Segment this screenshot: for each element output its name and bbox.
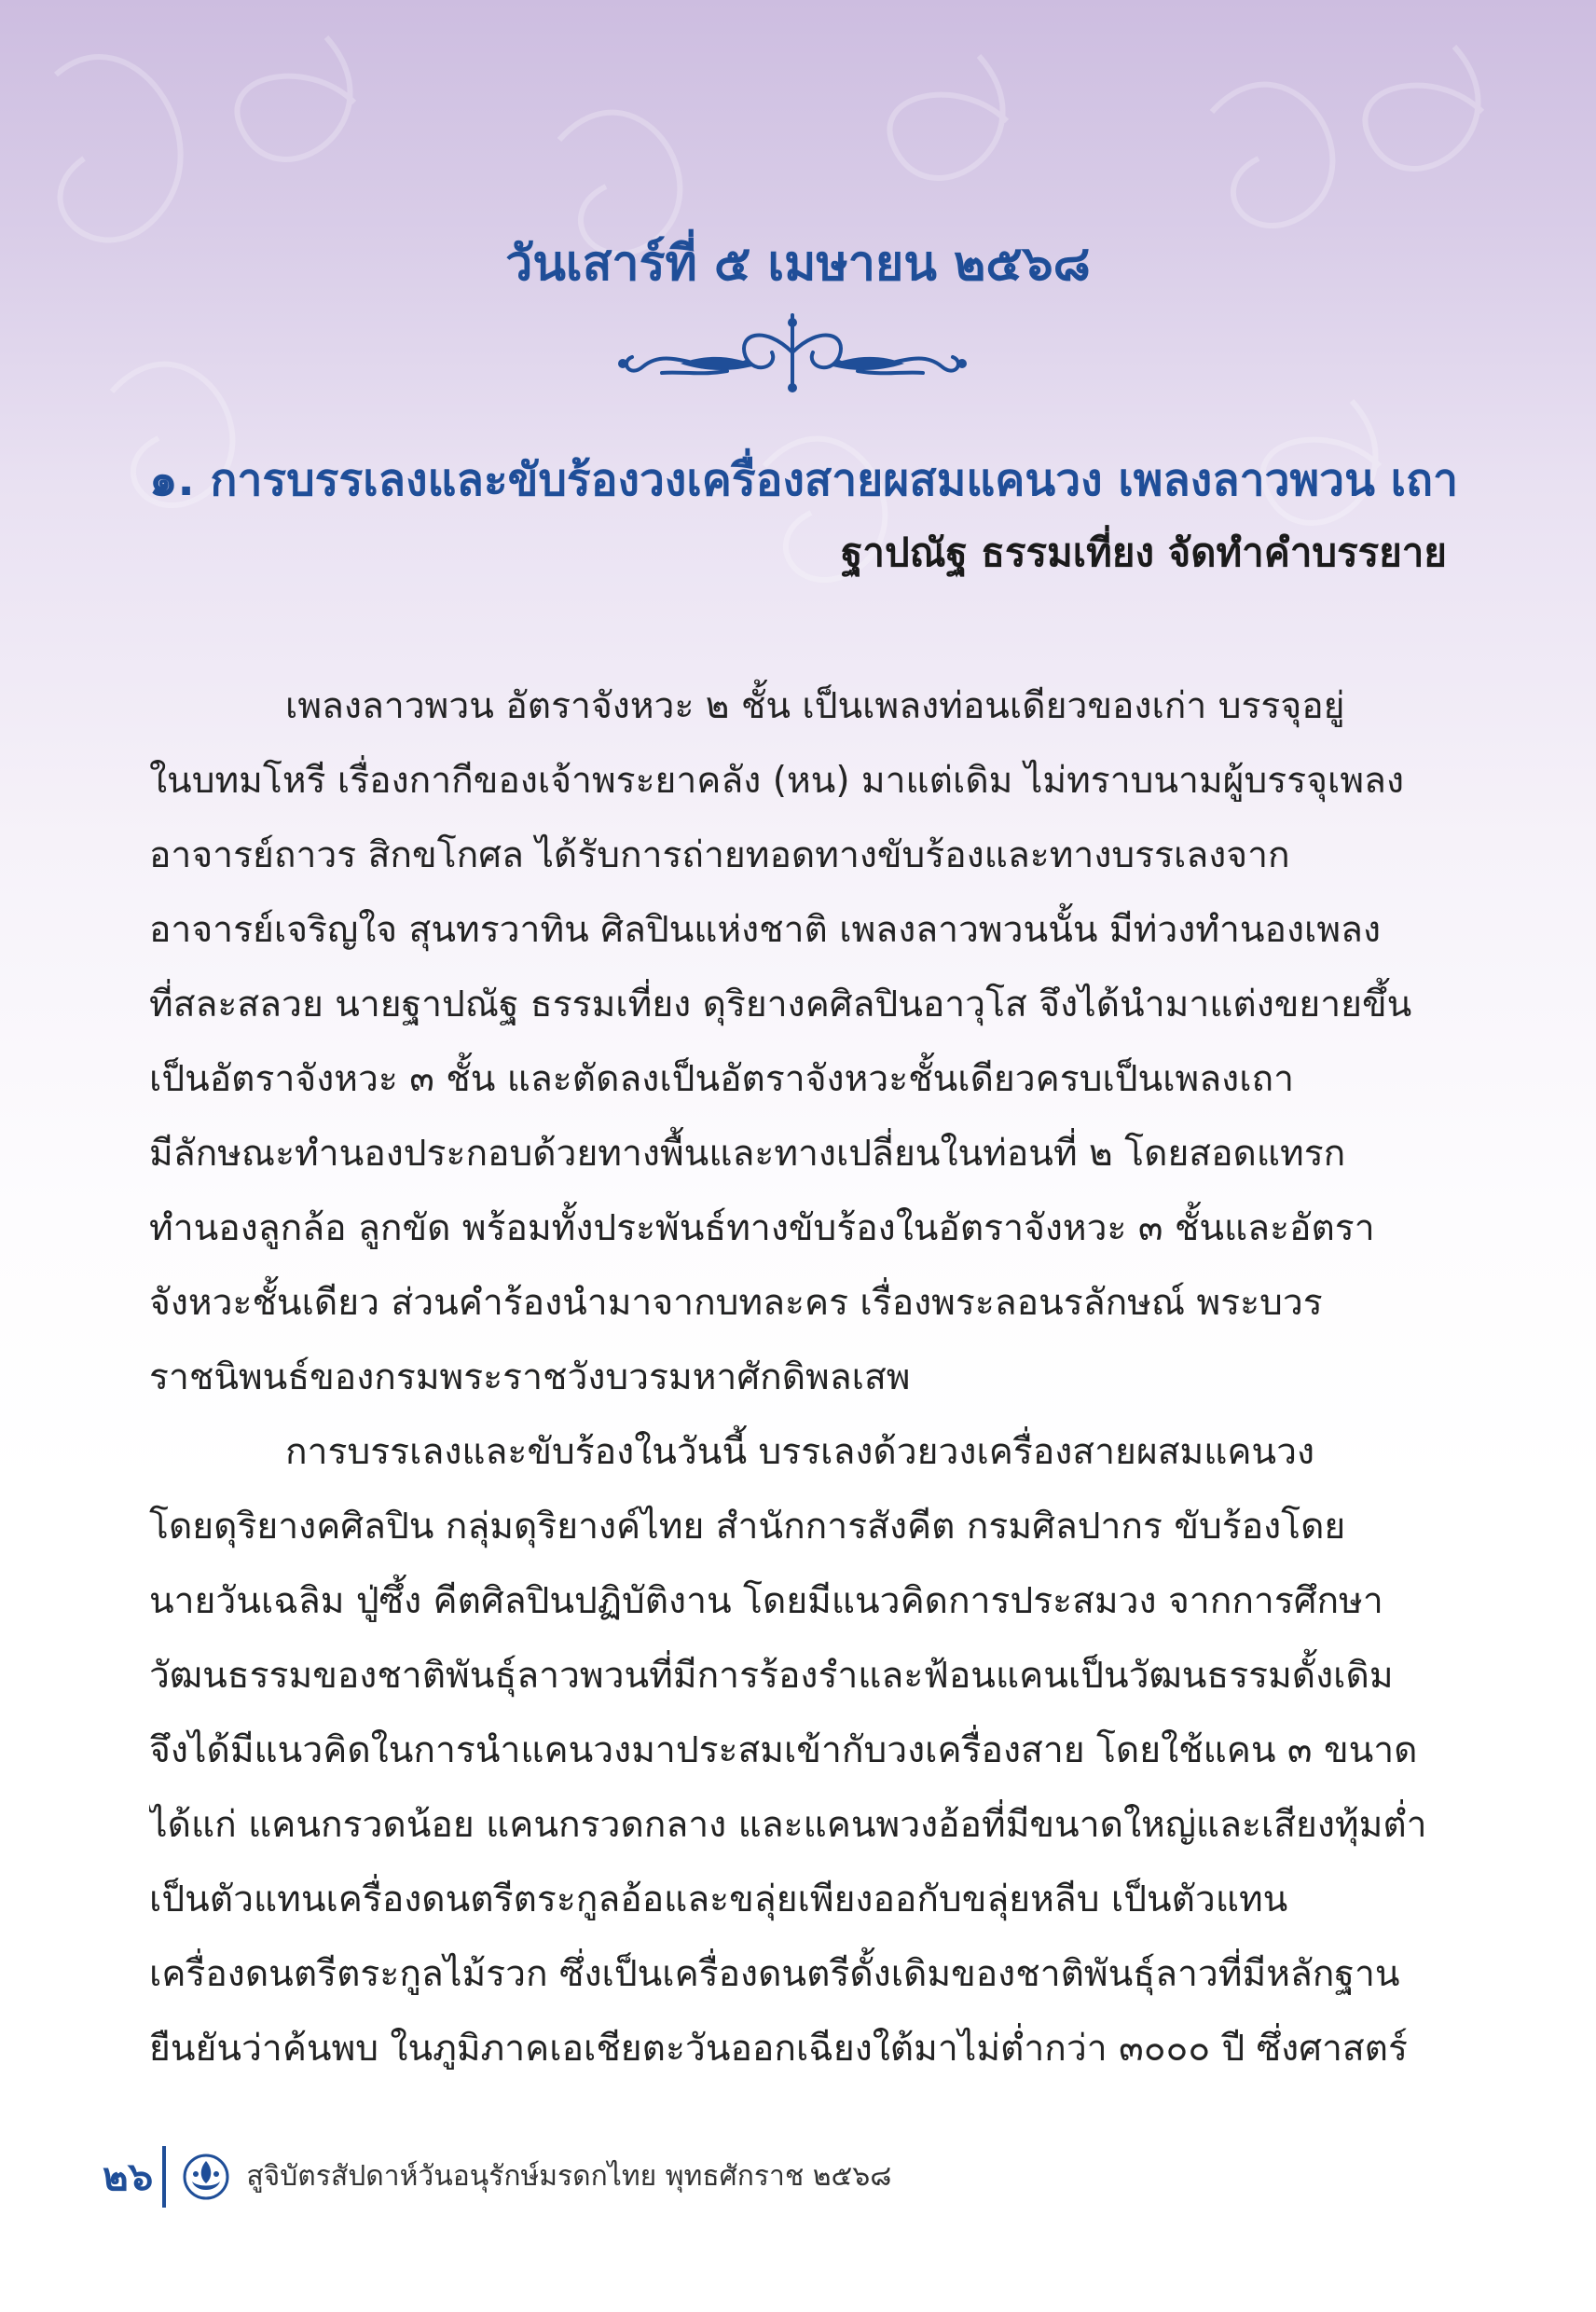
paragraph-line: ทำนองลูกล้อ ลูกขัด พร้อมทั้งประพันธ์ทางขับร้องในอัตราจังหวะ ๓ ชั้นและอัตรา — [149, 1207, 1375, 1249]
author-credit: ฐาปณัฐ ธรรมเที่ยง จัดทำคำบรรยาย — [841, 530, 1447, 575]
paragraph-line: อาจารย์เจริญใจ สุนทรวาทิน ศิลปินแห่งชาติ เพลงลาวพวนนั้น มีท่วงทำนองเพลง — [149, 909, 1381, 951]
paragraph-line: ได้แก่ แคนกรวดน้อย แคนกรวดกลาง และแคนพวงอ้อที่มีขนาดใหญ่และเสียงทุ้มต่ำ — [149, 1804, 1427, 1846]
footer-divider — [162, 2146, 166, 2208]
page-footer — [103, 2144, 891, 2209]
paragraph-line: วัฒนธรรมของชาติพันธุ์ลาวพวนที่มีการร้องรำและฟ้อนแคนเป็นวัฒนธรรมดั้งเดิม — [149, 1655, 1394, 1697]
paragraph-line: การบรรเลงและขับร้องในวันนี้ บรรเลงด้วยวงเครื่องสายผสมแคนวง — [285, 1431, 1315, 1473]
date-heading: วันเสาร์ที่ ๕ เมษายน ๒๕๖๘ — [505, 236, 1091, 292]
scroll-ornament — [606, 306, 979, 399]
paragraph-line: โดยดุริยางคศิลปิน กลุ่มดุริยางค์ไทย สำนักการสังคีต กรมศิลปากร ขับร้องโดย — [149, 1506, 1346, 1548]
paragraph-line: อาจารย์ถาวร สิกขโกศล ได้รับการถ่ายทอดทางขับร้องและทางบรรเลงจาก — [149, 834, 1290, 876]
paragraph-line: ยืนยันว่าค้นพบ ในภูมิภาคเอเชียตะวันออกเฉียงใต้มาไม่ต่ำกว่า ๓๐๐๐ ปี ซึ่งศาสตร์ — [149, 2028, 1408, 2070]
body-text — [149, 669, 1450, 2086]
publication-title: สูจิบัตรสัปดาห์วันอนุรักษ์มรดกไทย พุทธศักราช ๒๕๖๘ — [246, 2160, 892, 2193]
paragraph-line: นายวันเฉลิม ปู่ซึ้ง คีตศิลปินปฏิบัติงาน โดยมีแนวคิดการประสมวง จากการศึกษา — [149, 1580, 1383, 1622]
paragraph-line: เป็นอัตราจังหวะ ๓ ชั้น และตัดลงเป็นอัตราจังหวะชั้นเดียวครบเป็นเพลงเถา — [149, 1058, 1295, 1100]
section-title: ๑. การบรรเลงและขับร้องวงเครื่องสายผสมแคนวง เพลงลาวพวน เถา — [149, 454, 1459, 506]
paragraph-line: เป็นตัวแทนเครื่องดนตรีตระกูลอ้อและขลุ่ยเพียงออกับขลุ่ยหลีบ เป็นตัวแทน — [149, 1878, 1288, 1920]
paragraph-line: เพลงลาวพวน อัตราจังหวะ ๒ ชั้น เป็นเพลงท่อนเดียวของเก่า บรรจุอยู่ — [285, 685, 1345, 727]
paragraph-line: จังหวะชั้นเดียว ส่วนคำร้องนำมาจากบทละคร เรื่องพระลอนรลักษณ์ พระบวร — [149, 1282, 1323, 1324]
paragraph-line: ที่สละสลวย นายฐาปณัฐ ธรรมเที่ยง ดุริยางคศิลปินอาวุโส จึงได้นำมาแต่งขยายขึ้น — [149, 984, 1412, 1025]
paragraph-line: ในบทมโหรี เรื่องกากีของเจ้าพระยาคลัง (หน) มาแต่เดิม ไม่ทราบนามผู้บรรจุเพลง — [149, 760, 1404, 802]
page-number: ๒๖ — [103, 2154, 154, 2199]
paragraph-line: เครื่องดนตรีตระกูลไม้รวก ซึ่งเป็นเครื่องดนตรีดั้งเดิมของชาติพันธุ์ลาวที่มีหลักฐาน — [149, 1953, 1400, 1995]
paragraph-line: มีลักษณะทำนองประกอบด้วยทางพื้นและทางเปลี่ยนในท่อนที่ ๒ โดยสอดแทรก — [149, 1133, 1346, 1175]
thai-heritage-logo-icon — [183, 2154, 229, 2200]
paragraph-line: ราชนิพนธ์ของกรมพระราชวังบวรมหาศักดิพลเสพ — [149, 1356, 911, 1398]
paragraph-line: จึงได้มีแนวคิดในการนำแคนวงมาประสมเข้ากับวงเครื่องสาย โดยใช้แคน ๓ ขนาด — [149, 1729, 1418, 1771]
